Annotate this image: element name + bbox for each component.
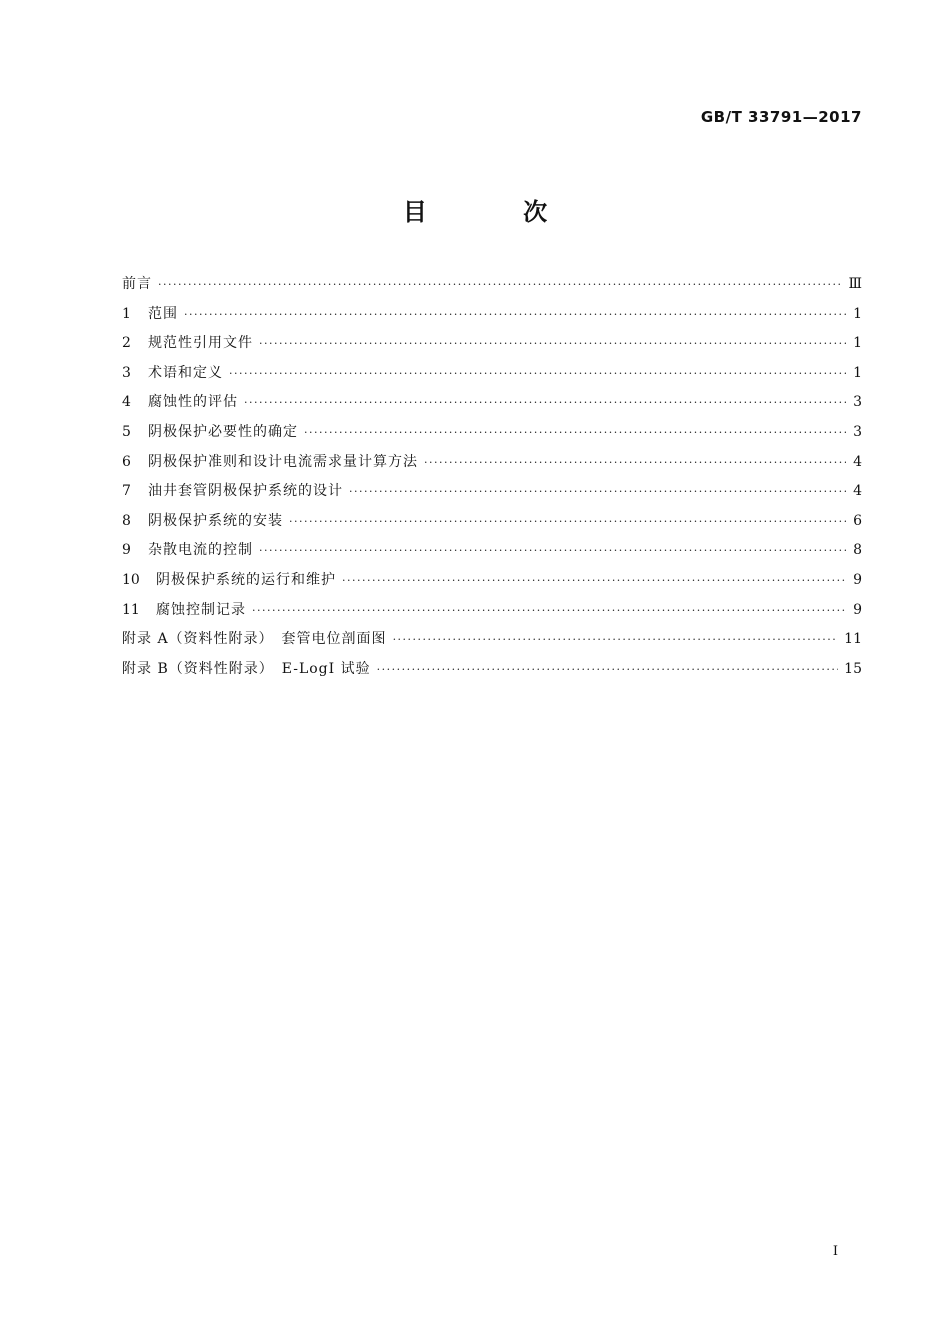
toc-item-label: 阴极保护必要性的确定 <box>148 423 298 440</box>
toc-item-foreword[interactable] <box>122 270 862 300</box>
toc-item-number: 8 <box>122 512 131 529</box>
toc-item-7[interactable] <box>122 477 862 507</box>
toc-item-label: 阴极保护准则和设计电流需求量计算方法 <box>148 453 418 470</box>
toc-item-5[interactable] <box>122 418 862 448</box>
toc-item-number: 4 <box>122 394 131 411</box>
toc-item-number: 1 <box>122 305 131 322</box>
page-title: 目 次 <box>402 198 592 226</box>
toc-item-appendix-a[interactable] <box>122 625 862 655</box>
toc-item-number: 6 <box>122 453 131 470</box>
toc-item-label: 腐蚀性的评估 <box>148 394 238 411</box>
toc-item-label: 油井套管阴极保护系统的设计 <box>148 483 343 500</box>
toc-item-label: 杂散电流的控制 <box>148 542 253 559</box>
toc-leader-dots <box>158 270 842 300</box>
toc-item-4[interactable] <box>122 388 862 418</box>
toc-item-page: 3 <box>853 394 862 411</box>
toc-item-label: 术语和定义 <box>148 364 223 381</box>
toc-item-page: 9 <box>853 571 862 588</box>
toc-item-number: 11 <box>122 601 140 618</box>
toc-item-page: 11 <box>844 631 862 648</box>
toc-leader-dots <box>259 536 846 566</box>
toc-item-page: 3 <box>853 423 862 440</box>
toc-item-3[interactable] <box>122 359 862 389</box>
toc-item-number: 2 <box>122 335 131 352</box>
toc-item-11[interactable] <box>122 596 862 626</box>
toc-leader-dots <box>252 596 846 626</box>
toc-item-page: 6 <box>853 512 862 529</box>
toc-item-page: 8 <box>853 542 862 559</box>
toc-item-number: 3 <box>122 364 131 381</box>
table-of-contents <box>122 270 862 684</box>
toc-item-label: 阴极保护系统的运行和维护 <box>156 571 336 588</box>
toc-leader-dots <box>377 655 839 685</box>
toc-item-number: 10 <box>122 571 140 588</box>
toc-item-page: 1 <box>853 364 862 381</box>
toc-item-label: 规范性引用文件 <box>148 335 253 352</box>
toc-item-8[interactable] <box>122 507 862 537</box>
toc-item-9[interactable] <box>122 536 862 566</box>
toc-leader-dots <box>229 359 846 389</box>
toc-item-number: 7 <box>122 483 131 500</box>
toc-leader-dots <box>304 418 846 448</box>
toc-item-10[interactable] <box>122 566 862 596</box>
toc-item-6[interactable] <box>122 448 862 478</box>
toc-leader-dots <box>184 300 846 330</box>
toc-leader-dots <box>349 477 846 507</box>
toc-item-page: 4 <box>853 483 862 500</box>
toc-item-page: 15 <box>844 660 862 677</box>
toc-item-label: 前言 <box>122 276 152 292</box>
toc-leader-dots <box>289 507 846 537</box>
toc-item-label: 范围 <box>148 305 178 322</box>
toc-item-page: 1 <box>853 305 862 322</box>
toc-leader-dots <box>424 448 846 478</box>
toc-item-1[interactable] <box>122 300 862 330</box>
toc-item-page: Ⅲ <box>848 276 862 292</box>
toc-item-page: 9 <box>853 601 862 618</box>
toc-item-appendix-b[interactable] <box>122 655 862 685</box>
toc-item-page: 1 <box>853 335 862 352</box>
toc-item-label: 腐蚀控制记录 <box>156 601 246 618</box>
toc-leader-dots <box>259 329 846 359</box>
standard-code: GB/T 33791—2017 <box>700 108 862 126</box>
toc-item-page: 4 <box>853 453 862 470</box>
toc-item-label: 附录 B（资料性附录） E-LogI 试验 <box>122 660 371 677</box>
toc-item-label: 附录 A（资料性附录） 套管电位剖面图 <box>122 631 387 648</box>
toc-item-number: 9 <box>122 542 131 559</box>
toc-item-label: 阴极保护系统的安装 <box>148 512 283 529</box>
toc-item-2[interactable] <box>122 329 862 359</box>
toc-leader-dots <box>342 566 846 596</box>
toc-item-number: 5 <box>122 423 131 440</box>
toc-leader-dots <box>393 625 839 655</box>
page-number: I <box>832 1244 838 1259</box>
toc-leader-dots <box>244 388 846 418</box>
